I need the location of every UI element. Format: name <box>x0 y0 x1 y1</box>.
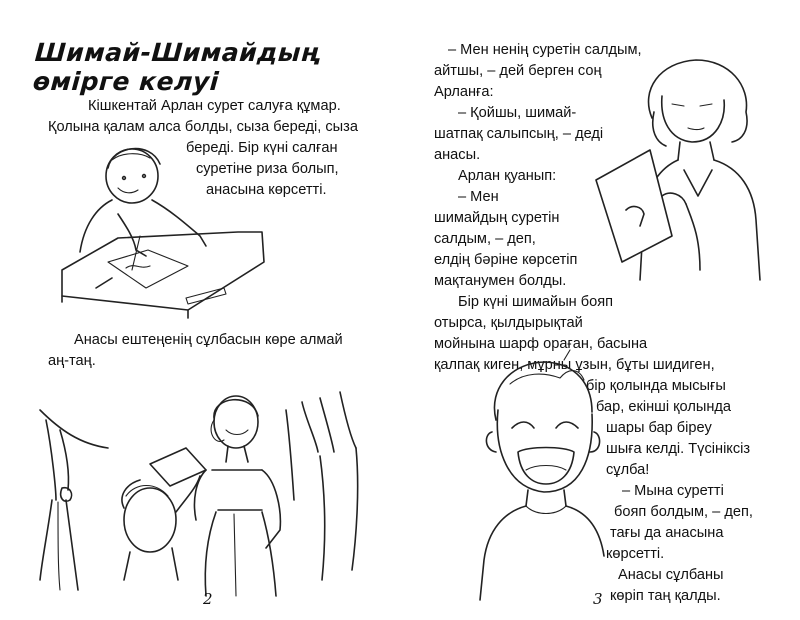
text-line: көрсетті. <box>606 546 665 562</box>
text-line: тағы да анасына <box>610 525 724 541</box>
text-line: шимайдың суретін <box>434 210 560 226</box>
text-line: Анасы ештеңенің сұлбасын көре алмай <box>74 332 343 348</box>
text-line: аң-таң. <box>48 353 96 369</box>
text-line: береді. Бір күні салған <box>186 140 338 156</box>
laughing-boy-illustration <box>400 0 800 620</box>
text-line: анасы. <box>434 147 481 163</box>
text-line: мақтанумен болды. <box>434 273 567 289</box>
text-line: Анасы сұлбаны <box>618 567 724 583</box>
page-number-left: 2 <box>203 590 213 608</box>
text-line: – Қойшы, шимай- <box>458 105 577 121</box>
text-line: бояп болдым, – деп, <box>614 504 753 520</box>
text-line: Арланға: <box>434 84 494 100</box>
text-line: бар, екінші қолында <box>596 399 732 415</box>
text-line: көріп таң қалды. <box>610 588 721 604</box>
text-line: салдым, – деп, <box>434 231 536 247</box>
text-line: елдің бәріне көрсетіп <box>434 252 578 268</box>
text-line: Кішкентай Арлан сурет салуға құмар. <box>88 98 341 114</box>
text-line: мойнына шарф ораған, басына <box>434 336 648 352</box>
right-page <box>400 0 800 620</box>
text-line: – Мен ненің суретін салдым, <box>448 42 642 58</box>
text-line: сұлба! <box>606 462 650 478</box>
text-line: Арлан қуанып: <box>458 168 557 184</box>
text-line: – Мен <box>458 189 499 205</box>
text-line: отырса, қылдырықтай <box>434 315 583 331</box>
text-line: бір қолында мысығы <box>586 378 726 394</box>
text-line: шатпақ салыпсың, – деді <box>434 126 604 142</box>
text-line: шыға келді. Түсініксіз <box>606 441 751 457</box>
text-line: шары бар біреу <box>606 420 712 436</box>
text-line: – Мына суретті <box>622 483 724 499</box>
text-line: қалпақ киген, мұрны ұзын, бұты шидиген, <box>434 357 715 373</box>
page-number-right: 3 <box>593 590 603 608</box>
text-line: Қолына қалам алса болды, сыза береді, сыза <box>48 119 358 135</box>
text-line: Бір күні шимайын бояп <box>458 294 614 310</box>
text-line: айтшы, – дей берген соң <box>434 63 602 79</box>
text-line: суретіне риза болып, <box>196 161 339 177</box>
text-line: анасына көрсетті. <box>206 182 327 198</box>
story-title: Шимай-Шимайдың өмірге келуі <box>31 38 320 96</box>
